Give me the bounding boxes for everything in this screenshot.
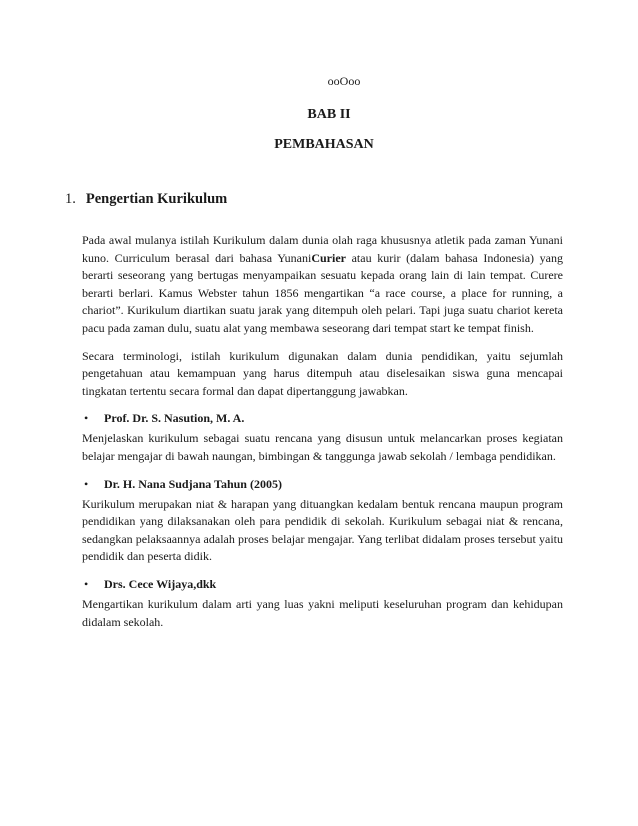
section-body xyxy=(82,232,563,635)
bullet-icon: • xyxy=(84,476,89,491)
paragraph-origin-text-2: atau kurir (dalam bahasa Indonesia) yang berarti seseorang yang bertugas menyampaikan sesuatu kepada orang lain di lain tempat. Curere berarti berlari. Kamus Webster tahun 1856 mengartikan “a race course, a place for running, a chariot”. Kurikulum diartikan suatu jarak yang ditempuh oleh pelari. Tapi juga suatu chariot kereta pacu pada zaman dulu, suatu alat yang membawa seseorang dari tempat start ke tempat finish. xyxy=(82,250,563,335)
ornament: ooOoo xyxy=(327,74,361,88)
section-heading xyxy=(65,191,227,208)
section-number: 1. xyxy=(65,191,76,207)
bullet-icon: • xyxy=(84,411,89,426)
bullet-text-nasution: Menjelaskan kurikulum sebagai suatu rencana yang disusun untuk melancarkan proses kegiatan belajar mengajar di bawah naungan, bimbingan & tanggunga jawab sekolah / lembaga pendidikan. xyxy=(82,431,563,463)
section-title: Pengertian Kurikulum xyxy=(85,191,228,207)
paragraph-origin-text-1: Pada awal mulanya istilah Kurikulum dalam dunia olah raga khususnya atletik pada zaman Yunani kuno. Curriculum berasal dari bahasa Yunani xyxy=(82,233,563,265)
paragraph-terminology: Secara terminologi, istilah kurikulum digunakan dalam dunia pendidikan, yaitu sejumlah pengetahuan atau kemampuan yang harus ditempuh atau diselesaikan siswa guna mencapai tingkatan tertentu secara formal dan dapat dipertanggung jawabkan. xyxy=(82,348,563,398)
bullet-icon: • xyxy=(84,576,89,591)
bullet-heading-nasution xyxy=(82,410,563,426)
paragraph-origin-bold-term: Curier xyxy=(311,250,346,265)
bullet-name: Drs. Cece Wijaya,dkk xyxy=(104,576,217,591)
bullet-heading-wijaya xyxy=(82,576,563,592)
bullet-name: Dr. H. Nana Sudjana Tahun (2005) xyxy=(104,476,282,491)
bullet-name: Prof. Dr. S. Nasution, M. A. xyxy=(104,411,245,426)
bullet-text-sudjana: Kurikulum merupakan niat & harapan yang dituangkan kedalam bentuk rencana maupun program pendidikan yang dilaksanakan oleh para pendidik di sekolah. Kurikulum sebagai niat & rencana, sedangkan pelaksaannya adalah proses belajar mengajar. Yang terlibat didalam proses tersebut yaitu pendidik dan peserta didik. xyxy=(82,496,563,564)
chapter-title: PEMBAHASAN xyxy=(274,137,374,152)
bullet-heading-sudjana xyxy=(82,476,563,492)
chapter-label: BAB II xyxy=(307,107,351,122)
bullet-text-wijaya: Mengartikan kurikulum dalam arti yang luas yakni meliputi keseluruhan program dan kehidupan didalam sekolah. xyxy=(82,596,563,629)
paragraph-origin xyxy=(82,232,563,338)
